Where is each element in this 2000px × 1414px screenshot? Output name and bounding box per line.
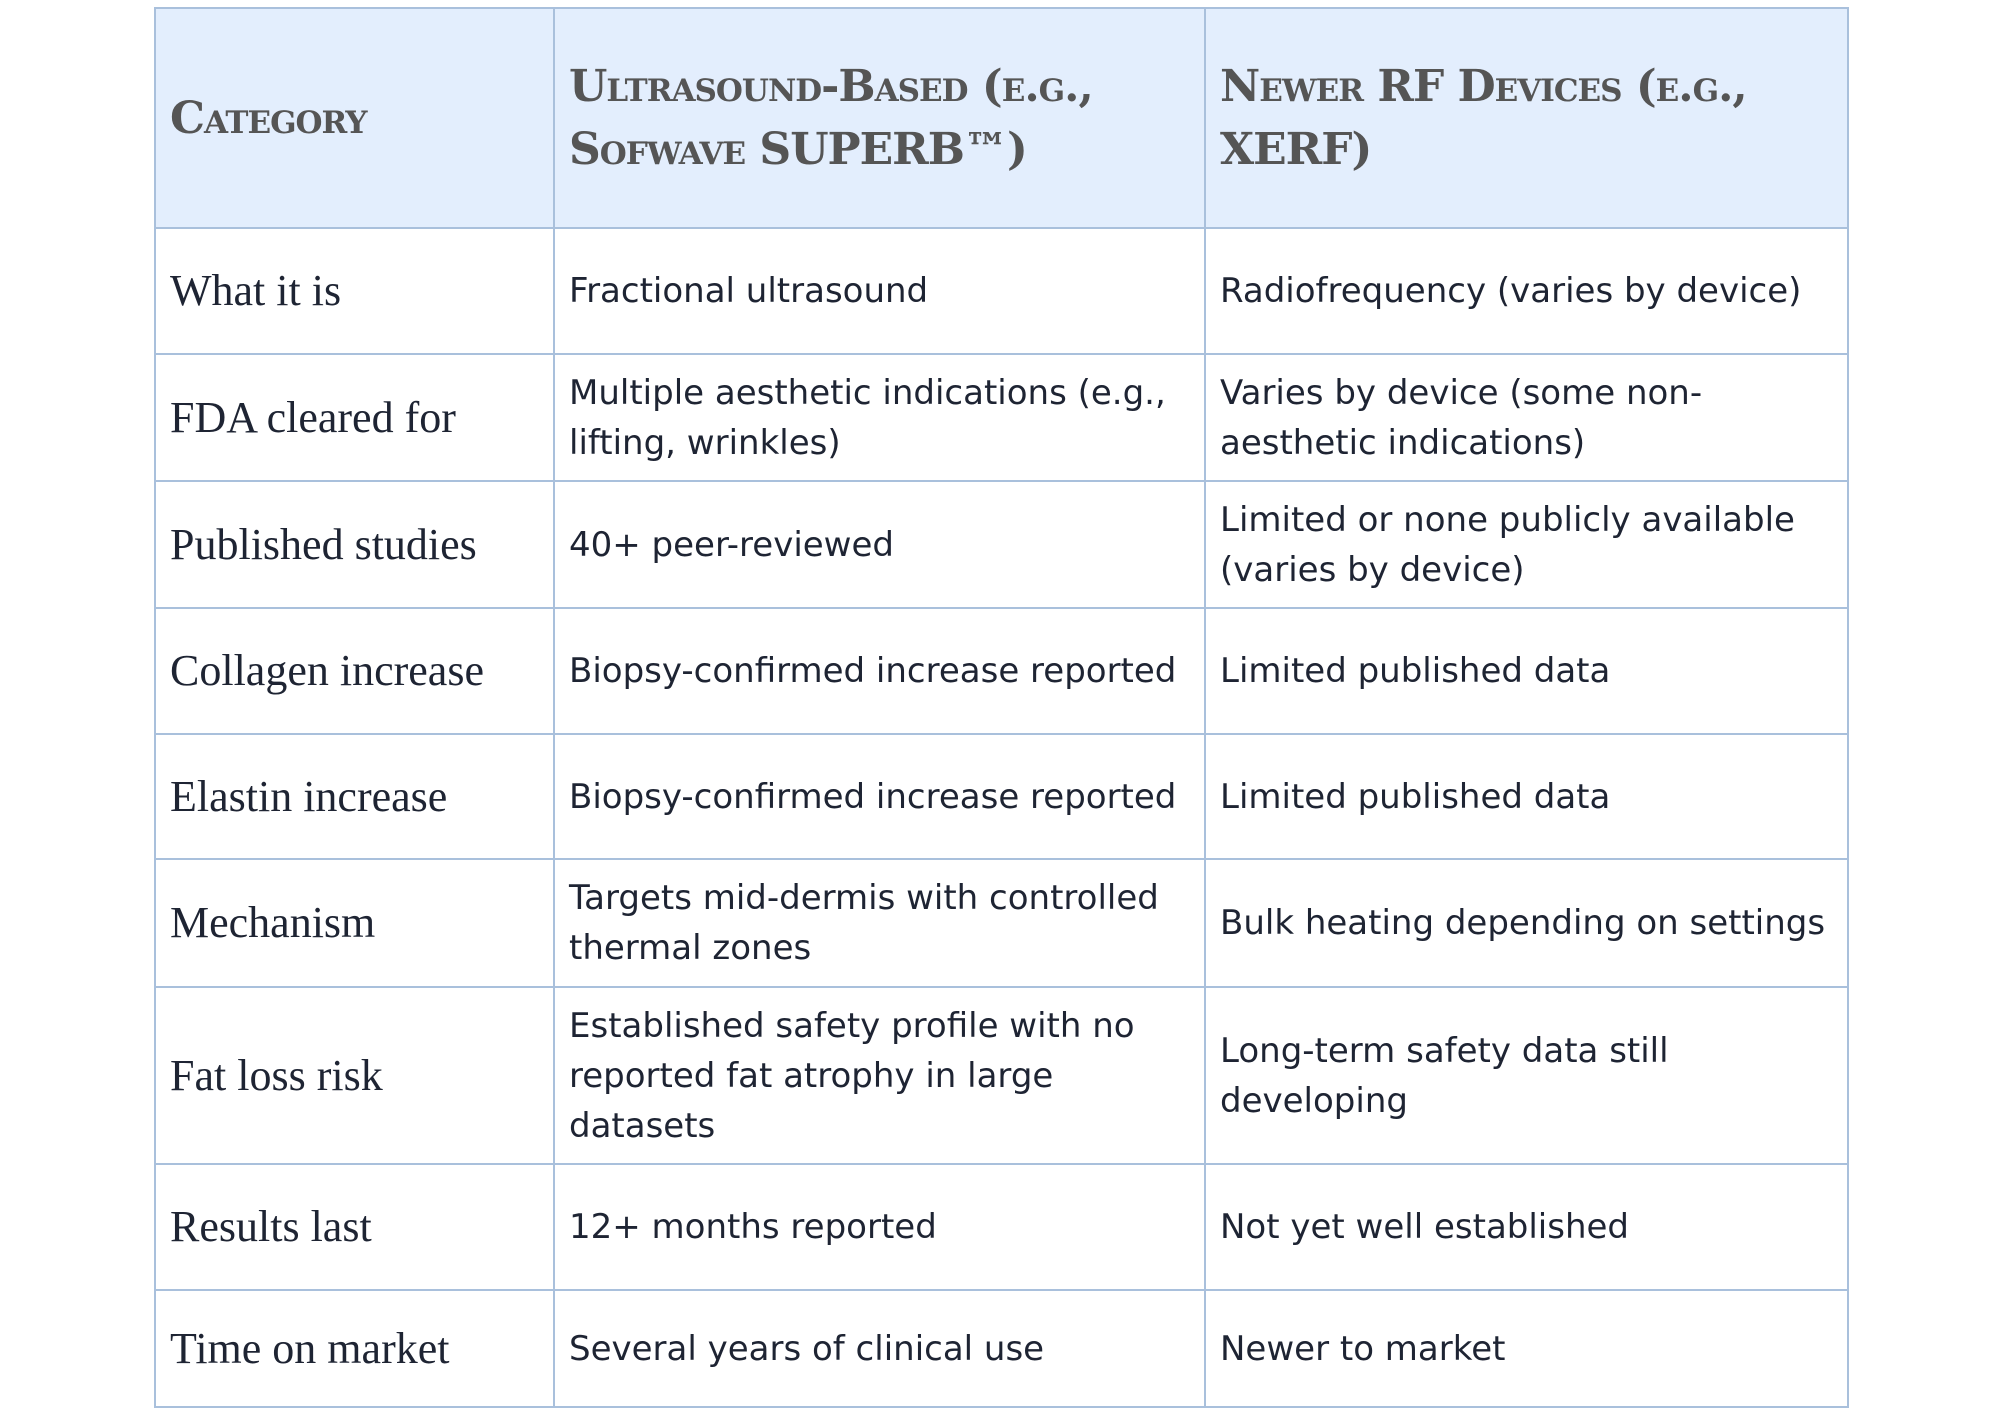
ultrasound-cell: 12+ months reported	[554, 1164, 1205, 1290]
header-category: Category	[155, 8, 554, 228]
category-cell: FDA cleared for	[155, 354, 554, 481]
category-cell: Elastin increase	[155, 734, 554, 859]
ultrasound-cell: Fractional ultrasound	[554, 228, 1205, 354]
rf-cell: Not yet well established	[1205, 1164, 1848, 1290]
table-row	[155, 734, 1848, 859]
header-ultrasound: Ultrasound-Based (e.g., Sofwave SUPERB™)	[554, 8, 1205, 228]
category-cell: Results last	[155, 1164, 554, 1290]
category-cell: Fat loss risk	[155, 987, 554, 1164]
header-rf: Newer RF Devices (e.g., XERF)	[1205, 8, 1848, 228]
rf-cell: Limited published data	[1205, 734, 1848, 859]
ultrasound-cell: Targets mid-dermis with controlled thermal zones	[554, 859, 1205, 987]
rf-cell: Long-term safety data still developing	[1205, 987, 1848, 1164]
rf-cell: Newer to market	[1205, 1290, 1848, 1407]
table-row	[155, 354, 1848, 481]
ultrasound-cell: 40+ peer-reviewed	[554, 481, 1205, 608]
rf-cell: Varies by device (some non-aesthetic indications)	[1205, 354, 1848, 481]
table-row	[155, 228, 1848, 354]
rf-cell: Bulk heating depending on settings	[1205, 859, 1848, 987]
ultrasound-cell: Biopsy-confirmed increase reported	[554, 734, 1205, 859]
table-row	[155, 1164, 1848, 1290]
table-row	[155, 859, 1848, 987]
rf-cell: Radiofrequency (varies by device)	[1205, 228, 1848, 354]
rf-cell: Limited or none publicly available (varies by device)	[1205, 481, 1848, 608]
rf-cell: Limited published data	[1205, 608, 1848, 734]
table-row	[155, 608, 1848, 734]
category-cell: Mechanism	[155, 859, 554, 987]
header-row	[155, 8, 1848, 228]
ultrasound-cell: Established safety profile with no reported fat atrophy in large datasets	[554, 987, 1205, 1164]
ultrasound-cell: Several years of clinical use	[554, 1290, 1205, 1407]
ultrasound-cell: Multiple aesthetic indications (e.g., lifting, wrinkles)	[554, 354, 1205, 481]
comparison-table	[154, 7, 1849, 1408]
table-row	[155, 1290, 1848, 1407]
category-cell: Published studies	[155, 481, 554, 608]
table-row	[155, 987, 1848, 1164]
category-cell: What it is	[155, 228, 554, 354]
ultrasound-cell: Biopsy-confirmed increase reported	[554, 608, 1205, 734]
table-row	[155, 481, 1848, 608]
category-cell: Collagen increase	[155, 608, 554, 734]
category-cell: Time on market	[155, 1290, 554, 1407]
